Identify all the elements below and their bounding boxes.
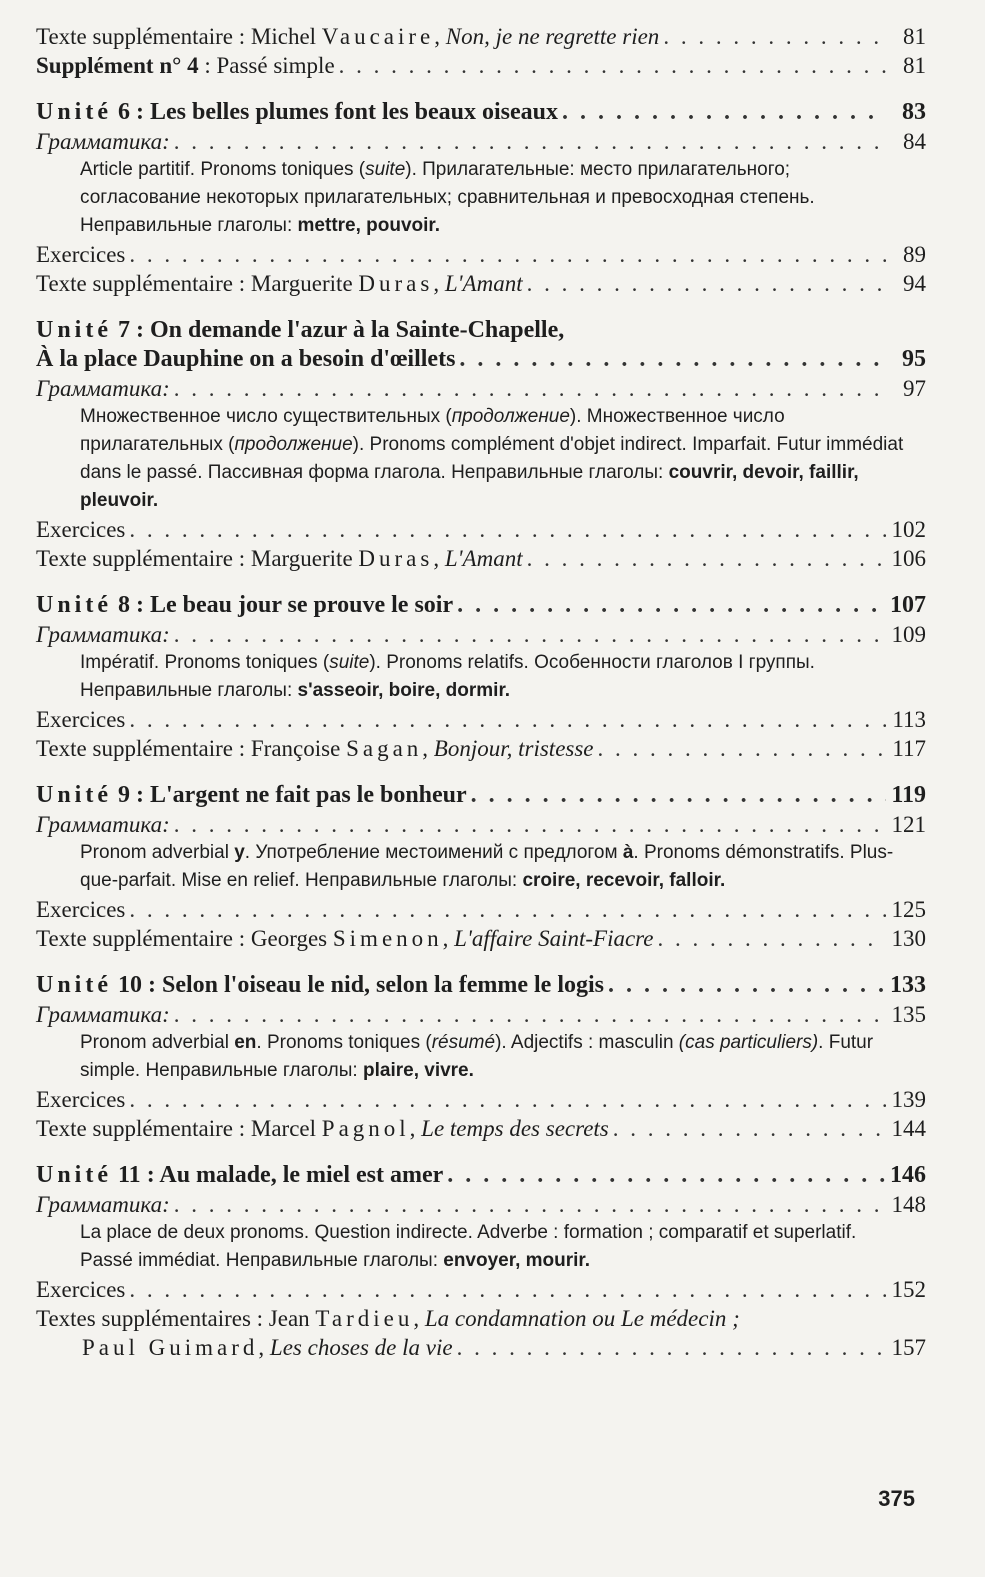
supplementary-text-entry-continued: Paul Guimard, Les choses de la vie . . . 157	[36, 1333, 926, 1362]
exercises-entry: Exercices . . . 113	[36, 705, 926, 734]
grammar-description: Pronom adverbial en. Pronoms toniques (résumé). Adjectifs : masculin (cas particuliers). Futur simple. Неправильные глаголы: plaire, vivre.	[80, 1032, 874, 1081]
grammar-entry: Грамматика: . . . 148	[36, 1190, 926, 1219]
table-of-contents	[36, 22, 926, 1362]
grammar-entry: Грамматика: . . . 135	[36, 1000, 926, 1029]
unit-heading: Unité 6 : Les belles plumes font les beaux oiseaux . . . 83	[36, 98, 926, 127]
grammar-entry: Грамматика: . . . 121	[36, 810, 926, 839]
toc-entry: Supplément n° 4 : Passé simple . . . 81	[36, 51, 926, 80]
grammar-entry: Грамматика: . . . 109	[36, 620, 926, 649]
exercises-entry: Exercices . . . 89	[36, 240, 926, 269]
supplementary-text-entry: Textes supplémentaires : Jean Tardieu, La condamnation ou Le médecin ;	[36, 1306, 740, 1331]
grammar-entry: Грамматика: . . . 97	[36, 374, 926, 403]
unit-heading: Unité 9 : L'argent ne fait pas le bonheur . . . 119	[36, 781, 926, 810]
supplementary-text-entry: Texte supplémentaire : Marguerite Duras, L'Amant . . . 94	[36, 269, 926, 298]
author-name: Vaucaire	[321, 24, 435, 49]
page-number: 375	[878, 1486, 915, 1511]
toc-entry: Texte supplémentaire : Michel Vaucaire, Non, je ne regrette rien . . . 81	[36, 22, 926, 51]
grammar-description: Impératif. Pronoms toniques (suite). Pronoms relatifs. Особенности глаголов I группы. Неправильные глаголы: s'asseoir, boire, dormir.	[80, 652, 815, 701]
supplementary-text-entry: Texte supplémentaire : Françoise Sagan, Bonjour, tristesse . . . 117	[36, 734, 926, 763]
supplementary-text-entry: Texte supplémentaire : Georges Simenon, L'affaire Saint-Fiacre . . . 130	[36, 924, 926, 953]
grammar-entry: Грамматика: . . . 84	[36, 127, 926, 156]
grammar-description: Множественное число существительных (продолжение). Множественное число прилагательных (продолжение). Pronoms complément d'objet indirect. Imparfait. Futur immédiat dans le passé. Пассивная форма глагола. Неправильные глаголы: couvrir, devoir, faillir, pleuvoir.	[80, 406, 904, 511]
page-ref: 81	[903, 24, 926, 49]
supplementary-text-entry: Texte supplémentaire : Marguerite Duras, L'Amant . . . 106	[36, 544, 926, 573]
page-ref: 83	[902, 99, 926, 125]
grammar-description: Article partitif. Pronoms toniques (suite). Прилагательные: место прилагательного; согласование некоторых прилагательных; сравнительная и превосходная степень. Неправильные глаголы: mettre, pouvoir.	[80, 159, 815, 236]
unit-heading: Unité 8 : Le beau jour se prouve le soir . . . 107	[36, 591, 926, 620]
exercises-entry: Exercices . . . 152	[36, 1275, 926, 1304]
page-ref: 81	[903, 53, 926, 78]
unit-heading: Unité 10 : Selon l'oiseau le nid, selon la femme le logis . . . 133	[36, 971, 926, 1000]
unit-heading-continued: À la place Dauphine on a besoin d'œillets . . . 95	[36, 345, 926, 374]
exercises-entry: Exercices . . . 139	[36, 1085, 926, 1114]
work-title: Non, je ne regrette rien	[445, 24, 660, 49]
grammar-description: Pronom adverbial y. Употребление местоимений с предлогом à. Pronoms démonstratifs. Plus-que-parfait. Mise en relief. Неправильные глаголы: croire, recevoir, falloir.	[80, 842, 894, 891]
exercises-entry: Exercices . . . 102	[36, 515, 926, 544]
grammar-description: La place de deux pronoms. Question indirecte. Adverbe : formation ; comparatif et superlatif. Passé immédiat. Неправильные глаголы: envoyer, mourir.	[80, 1222, 857, 1271]
unit-heading: Unité 11 : Au malade, le miel est amer . . . 146	[36, 1161, 926, 1190]
exercises-entry: Exercices . . . 125	[36, 895, 926, 924]
unit-heading: Unité 7 : On demande l'azur à la Sainte-Chapelle,	[36, 317, 565, 343]
supplementary-text-entry: Texte supplémentaire : Marcel Pagnol, Le temps des secrets . . . 144	[36, 1114, 926, 1143]
